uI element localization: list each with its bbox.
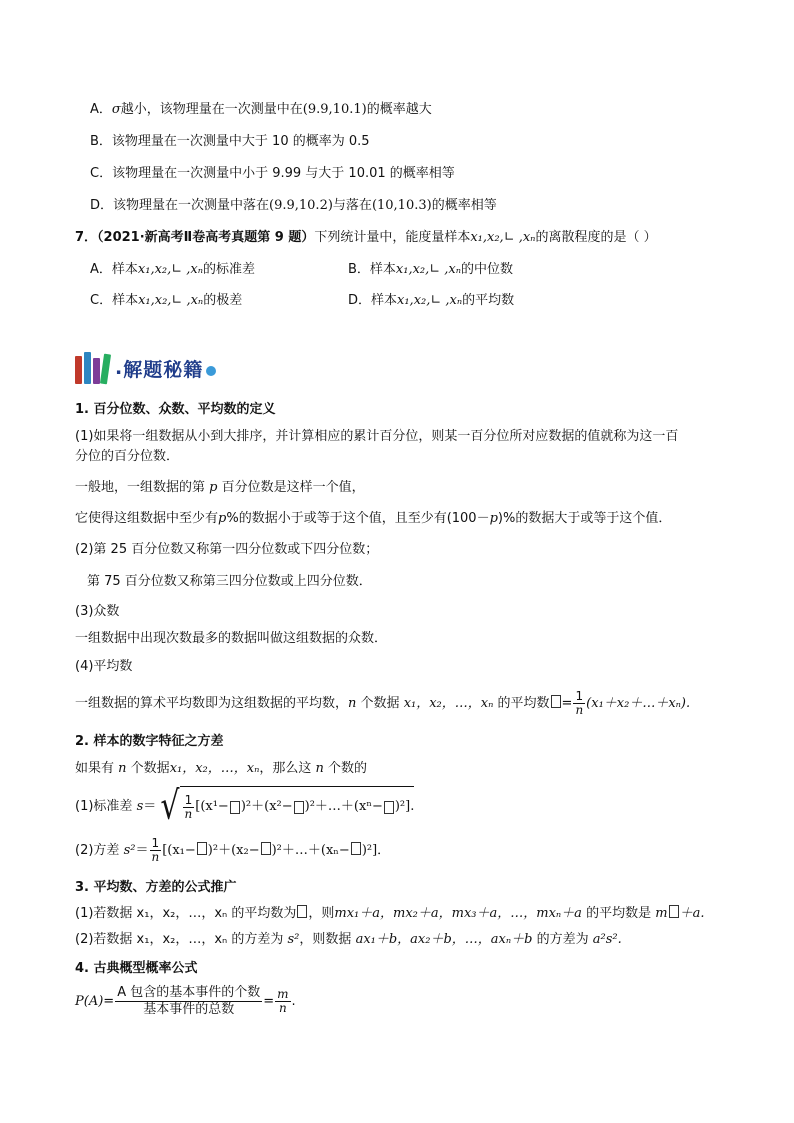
q7-option-d: D．样本x₁,x₂,∟ ,xₙ的平均数	[348, 293, 515, 308]
section-header: . 解题秘籍	[75, 350, 216, 386]
s1-line5: (2)第 25 百分位数又称第一四分位数或下四分位数；	[75, 542, 379, 557]
section-title: 解题秘籍	[123, 358, 204, 381]
dot-icon	[206, 366, 216, 376]
q7-option-b: B．样本x₁,x₂,∟ ,xₙ的中位数	[348, 262, 514, 277]
s3-heading: 3. 平均数、方差的公式推广	[75, 880, 237, 895]
s1-heading: 1. 百分位数、众数、平均数的定义	[75, 402, 276, 417]
s1-line8: 一组数据中出现次数最多的数据叫做这组数据的众数．	[75, 631, 388, 646]
s3-line1: (1)若数据 x₁，x₂，…，xₙ 的平均数为 ，则mx₁＋a，mx₂＋a，mx₃＋a，…，mxₙ＋a 的平均数是 m ＋a.	[75, 906, 705, 921]
s1-line3: 一般地，一组数据的第 p 百分位数是这样一个值，	[75, 480, 365, 495]
s1-line7: (3)众数	[75, 604, 120, 619]
question-7: 7．（2021·新高考Ⅱ卷高考真题第 9 题）下列统计量中，能度量样本x₁,x₂,∟ ,xₙ的离散程度的是（ ）	[75, 230, 657, 245]
s1-line1: (1)如果将一组数据从小到大排序，并计算相应的累计百分位，则某一百分位所对应数据的值就称为这一百	[75, 429, 679, 444]
q7-option-c: C．样本x₁,x₂,∟ ,xₙ的极差	[90, 293, 243, 308]
s2-std-formula: (1)标准差 s＝ √ $\frac{1}{n}$ [(x¹− )²＋(x²− )²＋…＋(xⁿ− )²].	[75, 783, 415, 829]
s4-heading: 4. 古典概型概率公式	[75, 961, 198, 976]
s4-formula: P(A)= $\frac{\text{A 包含的基本事件的个数}}{\text{基本事件的总数}}$ = $\frac{m}{n}$ .	[75, 985, 296, 1017]
s1-line6: 第 75 百分位数又称第三四分位数或上四分位数．	[87, 574, 372, 589]
s1-line4: 它使得这组数据中至少有p%的数据小于或等于这个值，且至少有(100－p)%的数据大于或等于这个值．	[75, 511, 672, 526]
s1-mean-formula: 一组数据的算术平均数即为这组数据的平均数，n 个数据 x₁，x₂，…，xₙ 的平均数 = $\frac{1}{n}$ (x₁＋x₂＋…＋xₙ).	[75, 689, 691, 717]
q6-option-a: A．σ越小，该物理量在一次测量中在(9.9,10.1)的概率越大	[90, 102, 432, 117]
q6-option-d: D．该物理量在一次测量中落在(9.9,10.2)与落在(10,10.3)的概率相等	[90, 198, 497, 213]
s2-var-formula: (2)方差 s²＝ $\frac{1}{n}$ [(x₁− )²＋(x₂− )²＋…＋(xₙ− )²]．	[75, 836, 391, 864]
q6-option-c: C．该物理量在一次测量中小于 9.99 与大于 10.01 的概率相等	[90, 166, 455, 181]
books-icon	[75, 352, 111, 384]
q7-option-a: A．样本x₁,x₂,∟ ,xₙ的标准差	[90, 262, 256, 277]
xbar-placeholder-icon	[551, 695, 561, 708]
s2-line1: 如果有 n 个数据x₁，x₂，…，xₙ，那么这 n 个数的	[75, 761, 368, 776]
s1-line9: (4)平均数	[75, 659, 133, 674]
s3-line2: (2)若数据 x₁，x₂，…，xₙ 的方差为 s²，则数据 ax₁＋b，ax₂＋b，…，axₙ＋b 的方差为 a²s².	[75, 932, 622, 947]
s2-heading: 2. 样本的数字特征之方差	[75, 734, 224, 749]
s1-line2: 分位的百分位数．	[75, 449, 180, 464]
q6-option-b: B．该物理量在一次测量中大于 10 的概率为 0.5	[90, 134, 370, 149]
